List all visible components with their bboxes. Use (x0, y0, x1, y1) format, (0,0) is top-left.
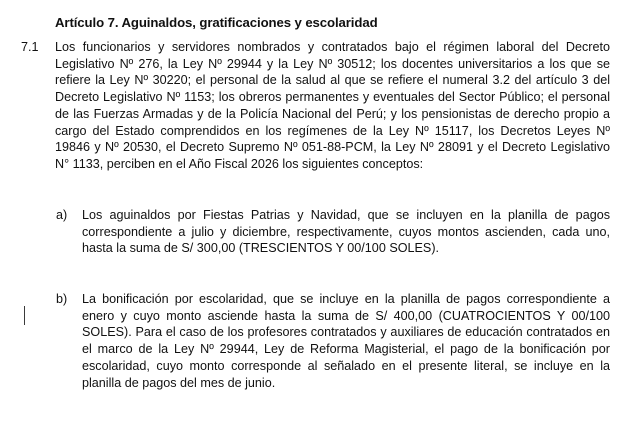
revision-change-bar (24, 306, 25, 325)
list-item-marker: a) (56, 208, 68, 222)
clause-body-text: Los funcionarios y servidores nombrados y contratados bajo el régimen laboral del Decreto Legislativo Nº 276, la Ley Nº 29944 y la Ley Nº 30512; los docentes universitarios a los que se refiere la Ley Nº 30220; el personal de la salud al que se refiere el numeral 3.2 del artículo 3 del Decreto Legislativo Nº 1153; los obreros permanentes y eventuales del Sector Público; el personal de las Fuerzas Armadas y de la Policía Nacional del Perú; y los pensionistas de derecho propio a cargo del Estado comprendidos en los regímenes de la Ley Nº 15117, los Decretos Leyes Nº 19846 y Nº 20530, el Decreto Supremo Nº 051-88-PCM, la Ley Nº 28091 y el Decreto Legislativo N° 1133, perciben en el Año Fiscal 2026 los siguientes conceptos: (55, 40, 610, 171)
clause-number: 7.1 (21, 40, 39, 54)
list-item-marker: b) (56, 292, 68, 306)
article-heading: Artículo 7. Aguinaldos, gratificaciones y escolaridad (55, 14, 378, 30)
list-item-text: La bonificación por escolaridad, que se incluye en la planilla de pagos correspondiente a enero y cuyo monto asciende hasta la suma de S/ 400,00 (CUATROCIENTOS Y 00/100 SOLES). Para el caso de los profesores contratados y auxiliares de educación contratados en el marco de la Ley Nº 29944, Ley de Reforma Magisterial, el pago de la bonificación por escolaridad, cuyo monto corresponde al señalado en el presente literal, se incluye en la planilla de pagos del mes de junio. (82, 292, 610, 390)
list-item-text: Los aguinaldos por Fiestas Patrias y Navidad, que se incluyen en la planilla de pagos correspondiente a julio y diciembre, respectivamente, cuyos montos ascienden, cada uno, hasta la suma de S/ 300,00 (TRESCIENTOS Y 00/100 SOLES). (82, 208, 610, 256)
